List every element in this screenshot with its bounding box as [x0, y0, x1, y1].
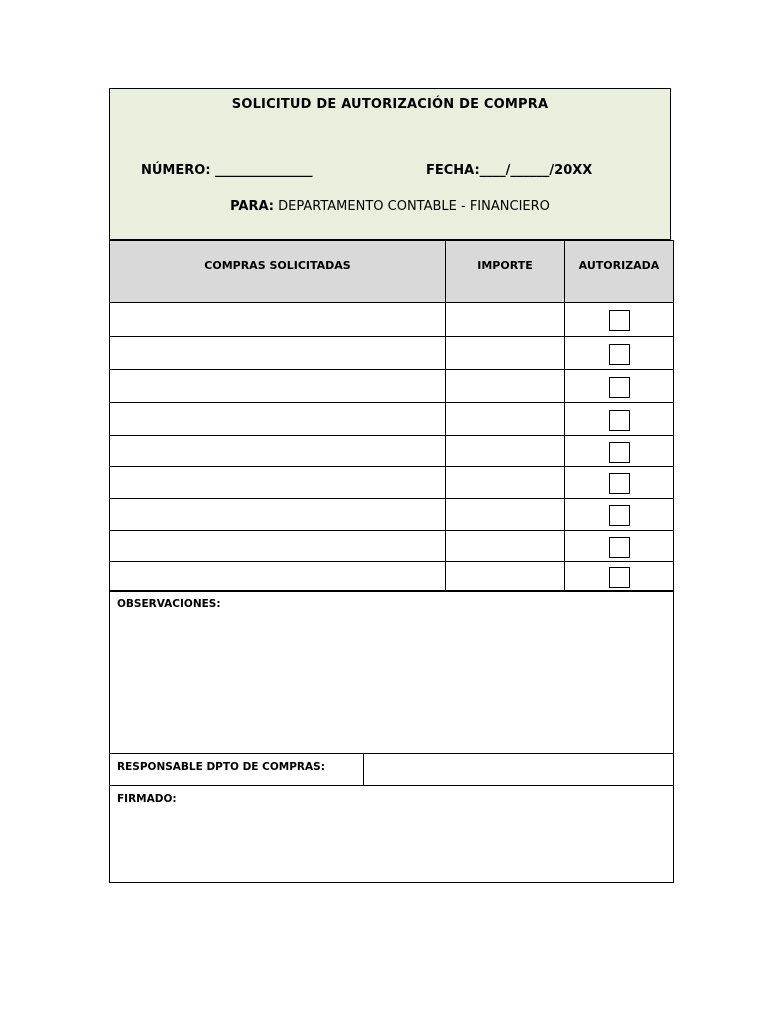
- responsable-label-cell: [109, 753, 364, 786]
- firmado-label: FIRMADO:: [117, 793, 177, 805]
- compra-cell[interactable]: [109, 336, 446, 370]
- importe-cell[interactable]: [445, 498, 565, 531]
- column-header-importe: IMPORTE: [445, 240, 565, 303]
- compra-cell[interactable]: [109, 435, 446, 467]
- autorizada-checkbox[interactable]: [609, 537, 630, 558]
- importe-cell[interactable]: [445, 369, 565, 403]
- autorizada-cell: [564, 498, 674, 531]
- importe-cell[interactable]: [445, 302, 565, 337]
- autorizada-checkbox[interactable]: [609, 310, 630, 331]
- autorizada-cell: [564, 402, 674, 436]
- compra-cell[interactable]: [109, 498, 446, 531]
- column-header-compras: COMPRAS SOLICITADAS: [109, 240, 446, 303]
- form-header: [109, 88, 671, 240]
- compra-cell[interactable]: [109, 466, 446, 499]
- para-line: [110, 199, 670, 214]
- autorizada-checkbox[interactable]: [609, 442, 630, 463]
- compra-cell[interactable]: [109, 402, 446, 436]
- autorizada-cell: [564, 336, 674, 370]
- compra-cell[interactable]: [109, 302, 446, 337]
- autorizada-checkbox[interactable]: [609, 410, 630, 431]
- autorizada-cell: [564, 435, 674, 467]
- para-label: PARA:: [230, 199, 275, 214]
- importe-cell[interactable]: [445, 530, 565, 562]
- importe-cell[interactable]: [445, 402, 565, 436]
- autorizada-cell: [564, 302, 674, 337]
- compra-cell[interactable]: [109, 369, 446, 403]
- observaciones-box[interactable]: [109, 590, 674, 754]
- fecha-field[interactable]: FECHA:____/______/20XX: [426, 163, 593, 178]
- importe-cell[interactable]: [445, 435, 565, 467]
- para-value: DEPARTAMENTO CONTABLE - FINANCIERO: [274, 199, 550, 214]
- importe-cell[interactable]: [445, 336, 565, 370]
- autorizada-checkbox[interactable]: [609, 344, 630, 365]
- autorizada-cell: [564, 530, 674, 562]
- compra-cell[interactable]: [109, 561, 446, 592]
- autorizada-checkbox[interactable]: [609, 473, 630, 494]
- autorizada-checkbox[interactable]: [609, 505, 630, 526]
- responsable-field[interactable]: [363, 753, 674, 786]
- autorizada-cell: [564, 369, 674, 403]
- importe-cell[interactable]: [445, 561, 565, 592]
- compra-cell[interactable]: [109, 530, 446, 562]
- responsable-label: RESPONSABLE DPTO DE COMPRAS:: [117, 761, 325, 773]
- form-title: SOLICITUD DE AUTORIZACIÓN DE COMPRA: [231, 97, 549, 112]
- observaciones-label: OBSERVACIONES:: [117, 598, 221, 610]
- importe-cell[interactable]: [445, 466, 565, 499]
- column-header-autorizada: AUTORIZADA: [564, 240, 674, 303]
- autorizada-checkbox[interactable]: [609, 377, 630, 398]
- autorizada-cell: [564, 466, 674, 499]
- autorizada-cell: [564, 561, 674, 592]
- firmado-box[interactable]: [109, 785, 674, 883]
- numero-field[interactable]: NÚMERO: _______________: [141, 163, 313, 178]
- autorizada-checkbox[interactable]: [609, 567, 630, 588]
